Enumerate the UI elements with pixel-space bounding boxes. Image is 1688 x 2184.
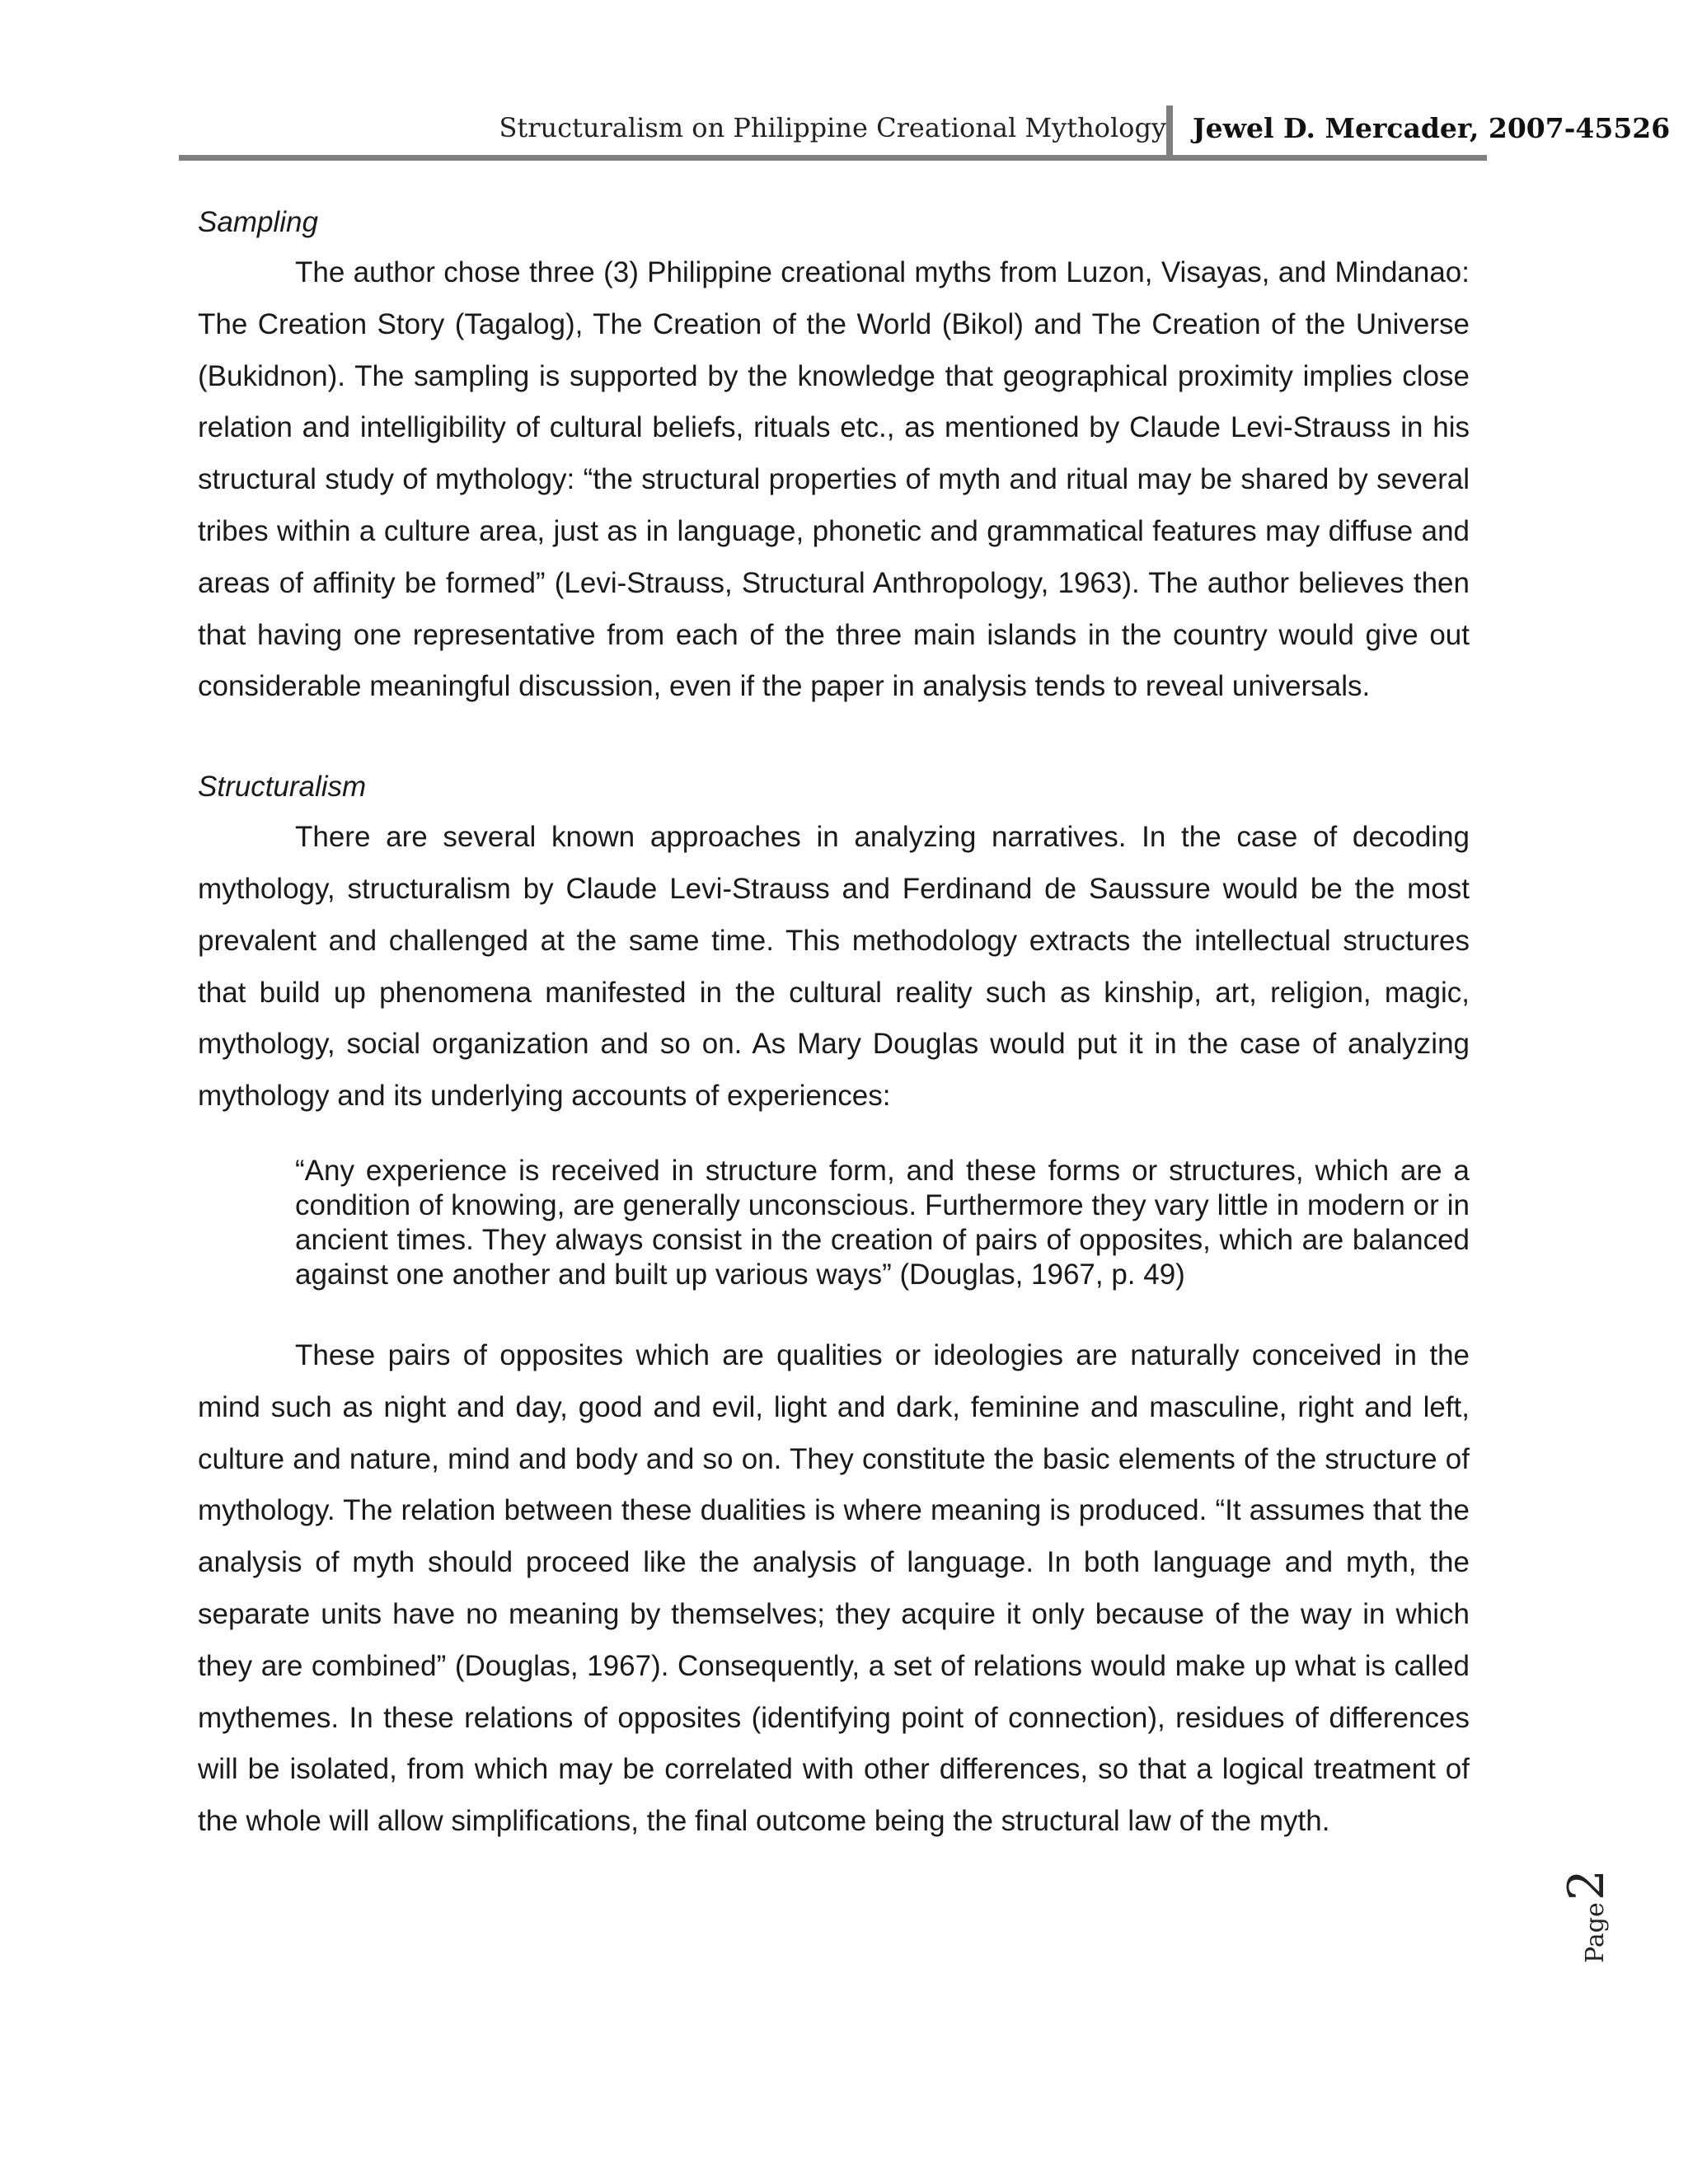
page-number-text (1558, 1869, 1615, 1963)
paragraph: There are several known approaches in analyzing narratives. In the case of decoding mythology, structuralism by Claude Levi-Strauss and Ferdinand de Saussure would be the most prevalent and challenged at the same time. This methodology extracts the intellectual structures that build up phenomena manifested in the cultural reality such as kinship, art, religion, magic, mythology, social organization and so on. As Mary Douglas would put it in the case of analyzing mythology and its underlying accounts of experiences: (198, 821, 1470, 1113)
section-heading: Sampling (198, 206, 318, 238)
page-label: Page (1581, 1902, 1610, 1963)
section-gap (198, 713, 1470, 762)
section-structuralism (198, 762, 1470, 1848)
author-name: Jewel D. Mercader, 2007-45526 (1193, 111, 1671, 144)
quote-gap (198, 1292, 1470, 1330)
section-heading: Structuralism (198, 771, 367, 804)
page-number-value: 2 (1558, 1869, 1615, 1901)
document-title: Structuralism on Philippine Creational Mythology (499, 112, 1166, 143)
section-sampling (198, 198, 1470, 713)
header-separator (1166, 105, 1173, 158)
paragraph: The author chose three (3) Philippine creational myths from Luzon, Visayas, and Mindanao: The Creation Story (Tagalog), The Creation of the World (Bikol) and The Creation of the Universe (Bukidnon). The sampling is supported by the knowledge that geographical proximity implies close relation and intelligibility of cultural beliefs, rituals etc., as mentioned by Claude Levi-Strauss in his structural study of mythology: “the structural properties of myth and ritual may be shared by several tribes within a culture area, just as in language, phonetic and grammatical features may diffuse and areas of affinity be formed” (Levi-Strauss, Structural Anthropology, 1963). The author believes then that having one representative from each of the three main islands in the country would give out considerable meaningful discussion, even if the paper in analysis tends to reveal universals. (198, 256, 1470, 703)
page-header (179, 105, 1671, 162)
paragraph: These pairs of opposites which are qualities or ideologies are naturally conceived in the mind such as night and day, good and evil, light and dark, feminine and masculine, right and left, culture and nature, mind and body and so on. They constitute the basic elements of the structure of mythology. The relation between these dualities is where meaning is produced. “It assumes that the analysis of myth should proceed like the analysis of language. In both language and myth, the separate units have no meaning by themselves; they acquire it only because of the way in which they are combined” (Douglas, 1967). Consequently, a set of relations would make up what is called mythemes. In these relations of opposites (identifying point of connection), residues of differences will be isolated, from which may be correlated with other differences, so that a logical treatment of the whole will allow simplifications, the final outcome being the structural law of the myth. (198, 1338, 1470, 1838)
page-number (1558, 1869, 1615, 1963)
document-body (198, 198, 1470, 1848)
block-quote: “Any experience is received in structure form, and these forms or structures, which are a condition of knowing, are generally unconscious. Furthermore they vary little in modern or in ancient times. They always consist in the creation of pairs of opposites, which are balanced against one another and built up various ways” (Douglas, 1967, p. 49) (295, 1154, 1470, 1291)
header-rule (179, 155, 1487, 161)
